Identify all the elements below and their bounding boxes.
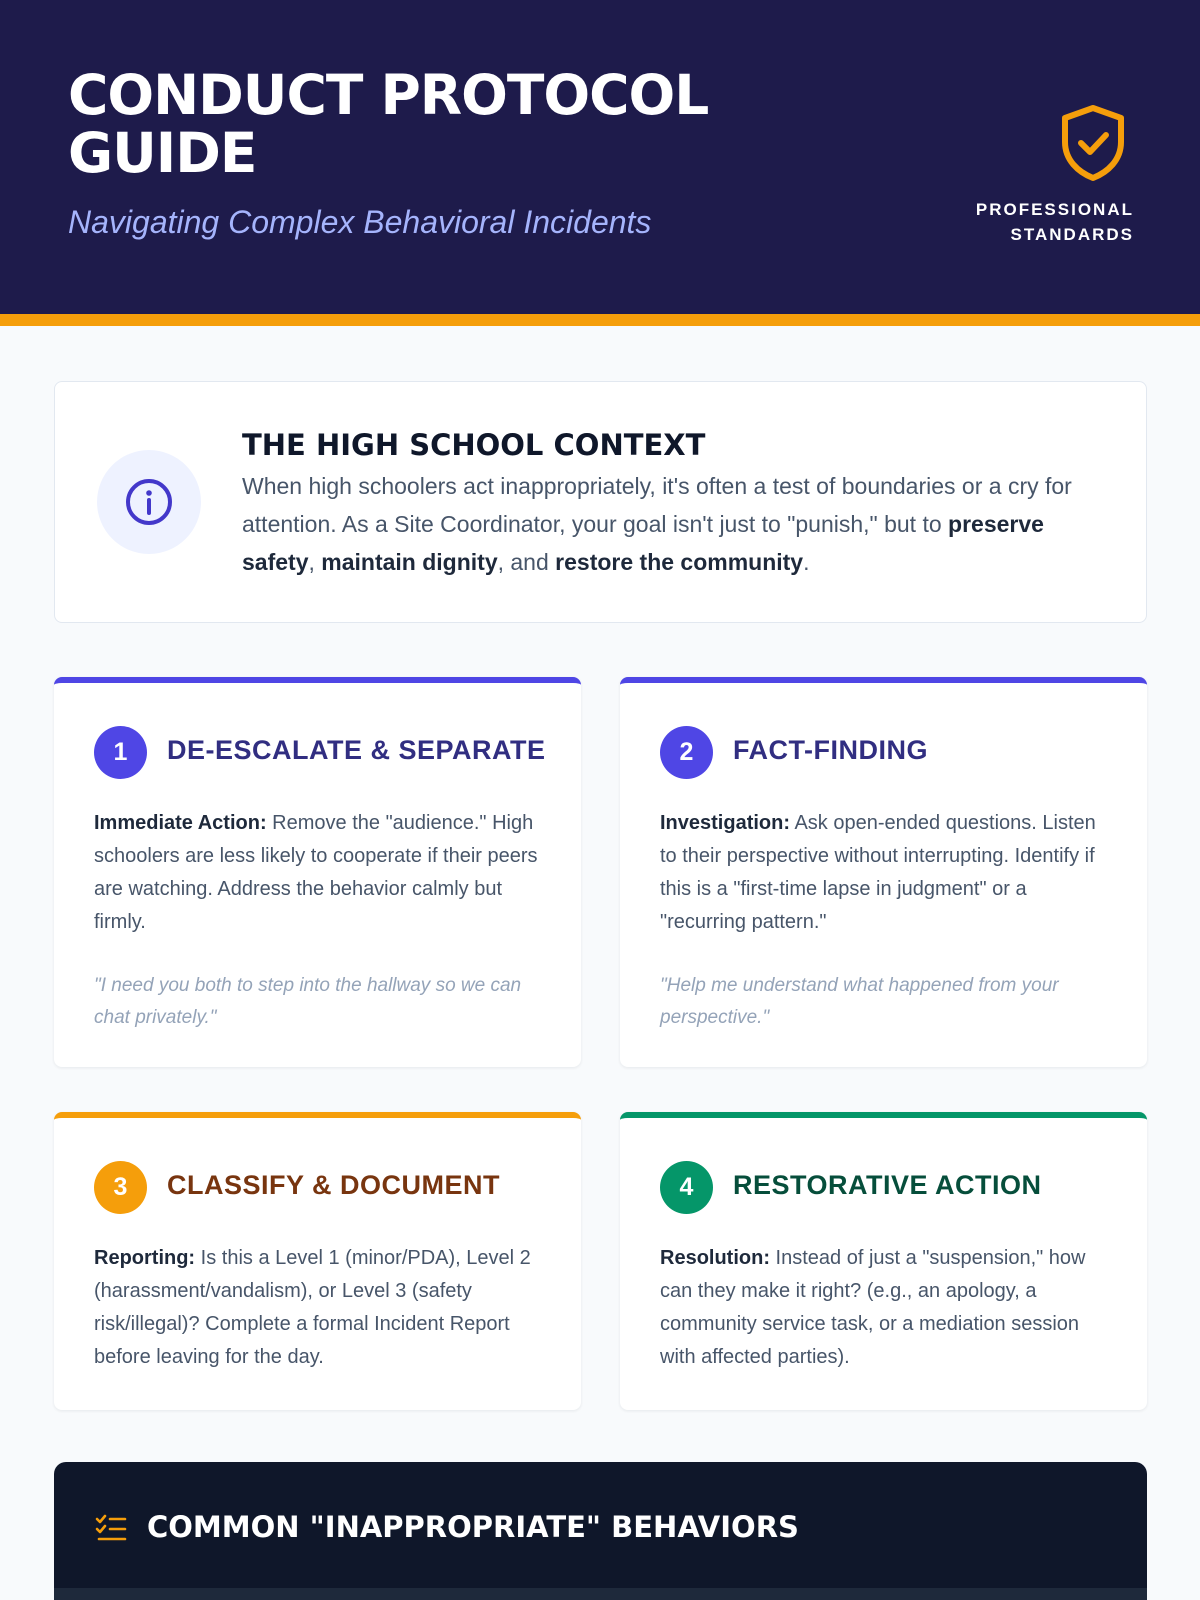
step-number: 2 [660, 726, 713, 779]
context-period: . [803, 549, 810, 575]
badge-line-2: STANDARDS [1010, 225, 1134, 244]
step-title: RESTORATIVE ACTION [733, 1170, 1042, 1200]
step-label: Resolution: [660, 1247, 770, 1269]
step-number: 3 [94, 1161, 147, 1214]
step-card-fact-finding [620, 677, 1147, 1067]
step-card-classify [54, 1112, 581, 1410]
behaviors-table-header [54, 1588, 1147, 1600]
step-number: 4 [660, 1161, 713, 1214]
step-text: Instead of just a "suspension," how can they make it right? (e.g., an apology, a community service task, or a mediation session with affected parties). [660, 1247, 1086, 1368]
info-icon [125, 478, 173, 526]
context-text: When high schoolers act inappropriately, it's often a test of boundaries or a cry for attention. As a Site Coordinator, your goal isn't just to "punish," but to [242, 473, 1072, 537]
info-icon-badge [97, 450, 201, 554]
context-emphasis-community: restore the community [555, 549, 804, 575]
shield-check-icon [1060, 104, 1126, 182]
step-example-quote: "I need you both to step into the hallway so we can chat privately." [94, 975, 522, 1028]
context-separator: , and [497, 549, 556, 575]
context-body [242, 467, 1112, 581]
step-example-quote: "Help me understand what happened from your perspective." [660, 975, 1059, 1028]
professional-standards-badge [934, 197, 1134, 247]
step-description [94, 1242, 544, 1374]
context-card [54, 381, 1147, 623]
header-accent-stripe [0, 314, 1200, 326]
step-description [660, 807, 1110, 939]
step-text: Is this a Level 1 (minor/PDA), Level 2 (harassment/vandalism), or Level 3 (safety risk/illegal)? Complete a formal Incident Report before leaving for the day. [94, 1247, 531, 1368]
page-subtitle: Navigating Complex Behavioral Incidents [68, 204, 652, 240]
context-emphasis-safety: preserve safety [242, 511, 1044, 575]
step-label: Reporting: [94, 1247, 196, 1269]
step-title: CLASSIFY & DOCUMENT [167, 1170, 501, 1200]
step-card-restorative [620, 1112, 1147, 1410]
step-text: Remove the "audience." High schoolers are less likely to cooperate if their peers are watching. Address the behavior calmly but firmly. [94, 812, 538, 933]
step-label: Immediate Action: [94, 812, 267, 834]
step-label: Investigation: [660, 812, 791, 834]
step-description [660, 1242, 1110, 1374]
step-description [94, 807, 544, 939]
step-card-de-escalate [54, 677, 581, 1067]
behaviors-panel [54, 1462, 1147, 1600]
step-title: FACT-FINDING [733, 735, 928, 765]
checklist-icon [95, 1514, 127, 1542]
context-separator: , [308, 549, 322, 575]
step-number: 1 [94, 726, 147, 779]
header-banner [0, 0, 1200, 314]
page-title: CONDUCT PROTOCOL GUIDE [68, 63, 709, 185]
step-title: DE-ESCALATE & SEPARATE [167, 735, 546, 765]
badge-line-1: PROFESSIONAL [975, 200, 1134, 219]
step-text: Ask open-ended questions. Listen to their perspective without interrupting. Identify if this is a "first-time lapse in judgment" or a "recurring pattern." [660, 812, 1096, 933]
context-title: THE HIGH SCHOOL CONTEXT [242, 428, 706, 462]
behaviors-title: COMMON "INAPPROPRIATE" BEHAVIORS [147, 1510, 799, 1544]
context-emphasis-dignity: maintain dignity [321, 549, 498, 575]
